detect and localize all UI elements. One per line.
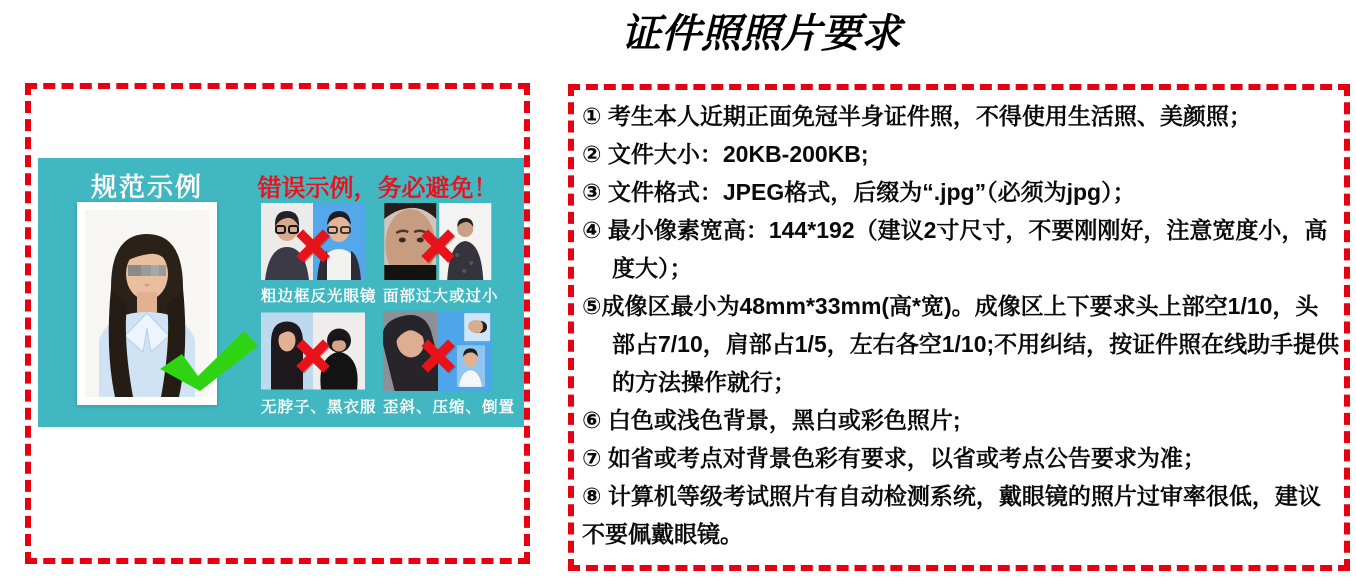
error-caption: 面部过大或过小 bbox=[383, 288, 499, 305]
requirement-item: ⑧ 计算机等级考试照片有自动检测系统，戴眼镜的照片过审率很低，建议不要佩戴眼镜。 bbox=[582, 483, 1321, 547]
bad-example-item bbox=[261, 311, 377, 417]
bad-example-item bbox=[383, 203, 499, 306]
requirements-list bbox=[580, 95, 1340, 553]
red-x-icon bbox=[287, 221, 339, 271]
requirement-item: ③ 文件格式：JPEG格式，后缀为“.jpg”（必须为jpg）； bbox=[582, 179, 1136, 205]
example-panel bbox=[25, 83, 530, 564]
requirement-item: ② 文件大小：20KB-200KB; bbox=[582, 141, 869, 167]
requirement-item: ⑤成像区最小为48mm*33mm(高*宽)。成像区上下要求头上部空1/10，头部占7/10，肩部占1/5，左右各空1/10;不用纠结，按证件照在线助手提供的方法操作就行； bbox=[582, 293, 1340, 395]
bad-example-item bbox=[383, 311, 516, 417]
error-caption: 无脖子、黑衣服 bbox=[261, 399, 377, 416]
error-photo-pair bbox=[383, 311, 492, 391]
good-example-label: 规范示例 bbox=[90, 172, 203, 202]
photo-examples-card bbox=[38, 158, 524, 427]
red-x-icon bbox=[412, 331, 464, 381]
requirement-item: ① 考生本人近期正面免冠半身证件照，不得使用生活照、美颜照； bbox=[582, 103, 1252, 129]
error-caption: 歪斜、压缩、倒置 bbox=[383, 399, 516, 416]
red-x-icon bbox=[287, 331, 339, 381]
page-title: 证件照照片要求 bbox=[621, 12, 901, 56]
error-photo-pair bbox=[261, 311, 365, 391]
bad-example-grid bbox=[261, 203, 516, 417]
red-x-icon bbox=[412, 221, 464, 271]
bad-example-item bbox=[261, 203, 377, 306]
bad-example-label: 错误示例，务必避免！ bbox=[257, 175, 498, 202]
requirement-item: ⑥ 白色或浅色背景，黑白或彩色照片; bbox=[582, 407, 961, 433]
requirement-item: ⑦ 如省或考点对背景色彩有要求，以省或考点公告要求为准； bbox=[582, 445, 1206, 471]
requirement-item: ④ 最小像素宽高：144*192（建议2寸尺寸，不要刚刚好，注意宽度小，高度大）； bbox=[582, 217, 1328, 281]
error-photo-pair bbox=[383, 203, 492, 280]
error-caption: 粗边框反光眼镜 bbox=[261, 288, 377, 305]
error-photo-pair bbox=[261, 203, 365, 280]
green-check-icon bbox=[158, 331, 258, 391]
requirements-panel bbox=[568, 84, 1350, 571]
